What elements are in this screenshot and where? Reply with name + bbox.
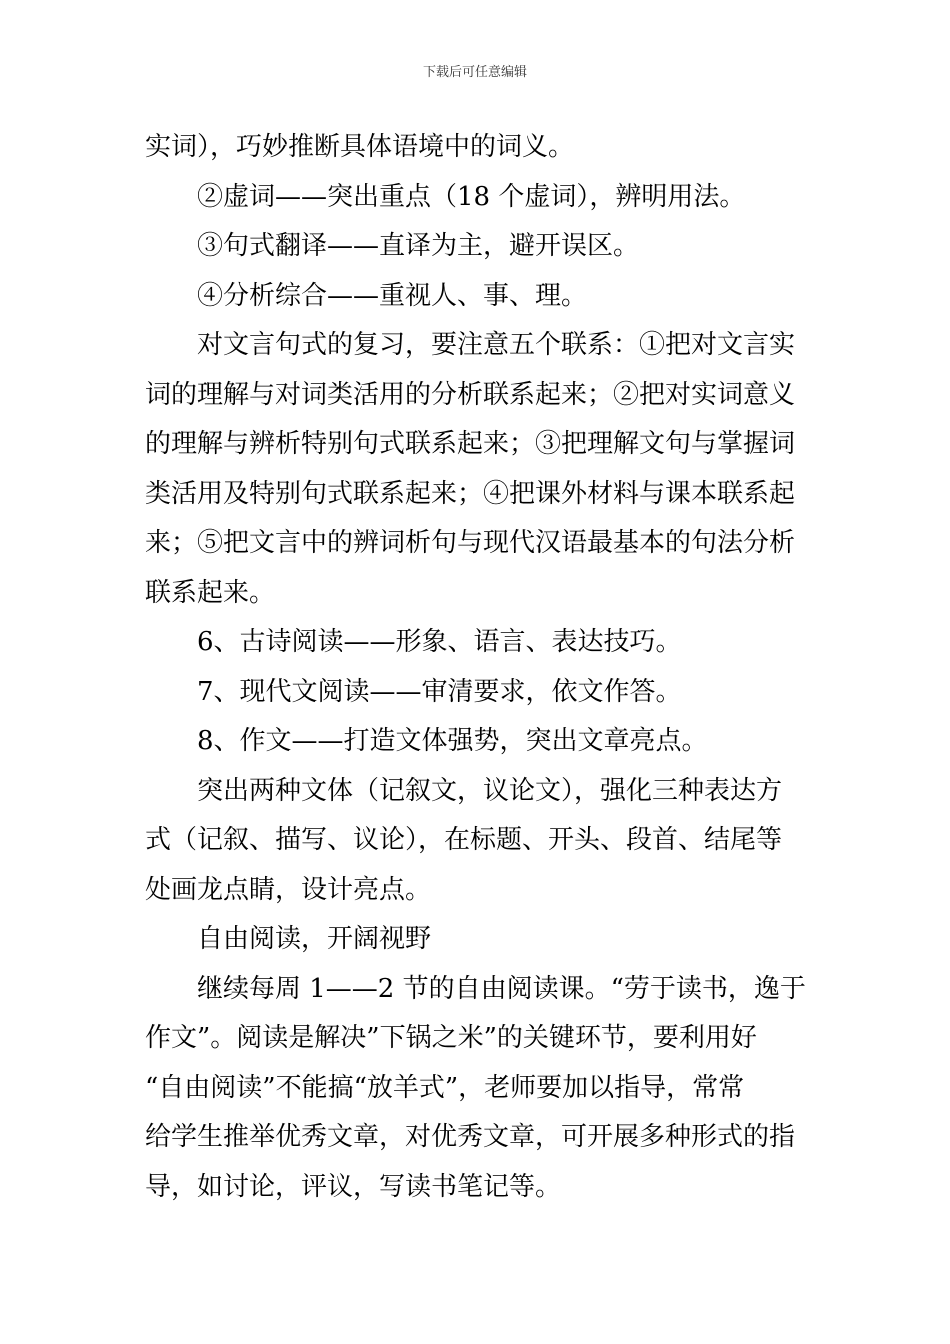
- text-line: 8、作文——打造文体强势，突出文章亮点。: [197, 726, 708, 756]
- text-line: 处画龙点睛，设计亮点。: [145, 874, 432, 905]
- text-line: 突出两种文体（记叙文，议论文），强化三种表达方: [197, 775, 783, 806]
- text-line: 导，如讨论，评议，写读书笔记等。: [145, 1171, 562, 1202]
- page-header: 下载后可任意编辑: [422, 65, 527, 80]
- document-body: [145, 123, 809, 1212]
- text-line: 类活用及特别句式联系起来；④把课外材料与课本联系起: [145, 478, 796, 509]
- text-line: 式（记叙、描写、议论），在标题、开头、段首、结尾等: [145, 825, 783, 855]
- text-line: 联系起来。: [145, 577, 276, 608]
- text-line: 实词），巧妙推断具体语境中的词义。: [145, 132, 575, 162]
- text-line: ③句式翻译——直译为主，避开误区。: [197, 231, 640, 261]
- text-line: 继续每周 1——2 节的自由阅读课。“劳于读书，逸于: [197, 973, 806, 1004]
- text-line: 7、现代文阅读——审清要求，依文作答。: [197, 676, 682, 707]
- text-line: 的理解与辨析特别句式联系起来；③把理解文句与掌握词: [145, 429, 796, 459]
- text-line: 作文”。阅读是解决”下锅之米”的关键环节，要利用好: [145, 1023, 757, 1053]
- text-line: 6、古诗阅读——形象、语言、表达技巧。: [197, 627, 682, 657]
- text-line: “自由阅读”不能搞“放羊式”，老师要加以指导，常常: [145, 1072, 745, 1103]
- text-line: ④分析综合——重视人、事、理。: [197, 280, 588, 311]
- text-line: 对文言句式的复习，要注意五个联系：①把对文言实: [197, 330, 796, 360]
- text-line: 来；⑤把文言中的辨词析句与现代汉语最基本的句法分析: [145, 528, 796, 558]
- text-line: 给学生推举优秀文章，对优秀文章，可开展多种形式的指: [145, 1122, 796, 1152]
- text-line: ②虚词——突出重点（18 个虚词），辨明用法。: [197, 181, 746, 212]
- section-heading: 自由阅读，开阔视野: [197, 924, 432, 954]
- text-line: 词的理解与对词类活用的分析联系起来；②把对实词意义: [145, 379, 796, 410]
